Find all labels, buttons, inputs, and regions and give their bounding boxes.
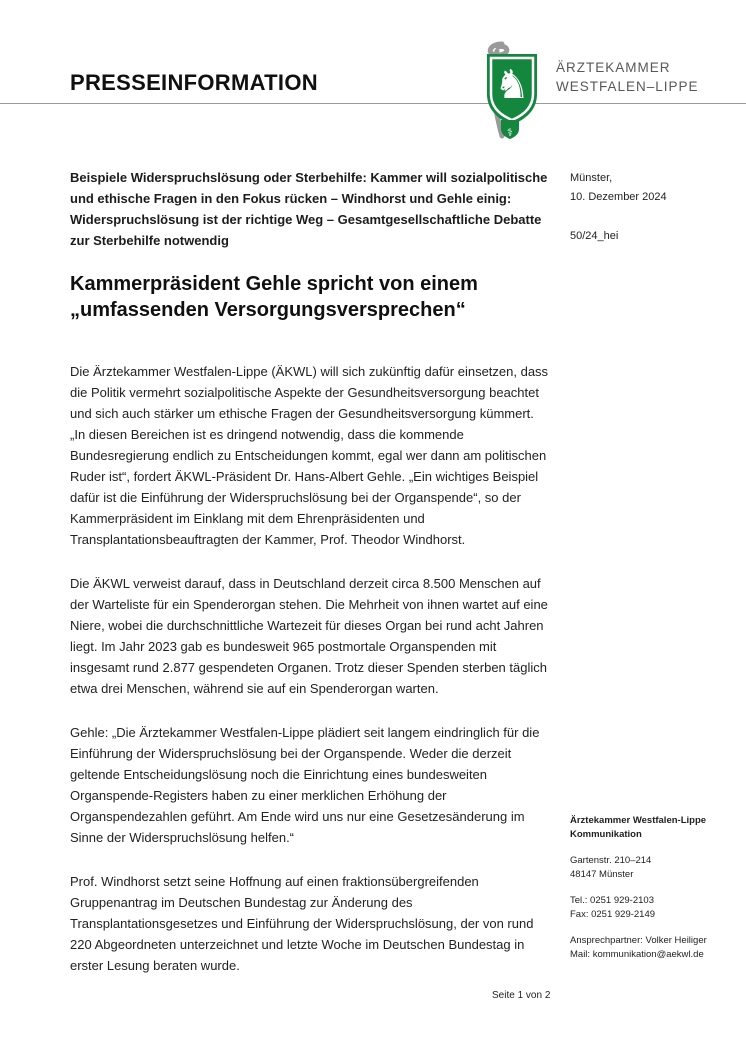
contact-street: Gartenstr. 210–214 <box>570 855 652 866</box>
body-paragraph-4: Prof. Windhorst setzt seine Hoffnung auf einen fraktionsübergreifenden Gruppenantrag im Deutschen Bundestag zur Änderung des Transplantationsgesetzes und Einführung der Widerspruchslösung, der von rund 220 Abgeordneten unterzeichnet und letzte Woche im Deutschen Bundestag in erster Lesung beraten wurde. <box>70 874 534 973</box>
org-name-line1: ÄRZTEKAMMER <box>556 60 671 75</box>
contact-person: Ansprechpartner: Volker Heiliger <box>570 935 707 946</box>
doc-type-label: PRESSEINFORMATION <box>70 70 318 95</box>
body-paragraph-3: Gehle: „Die Ärztekammer Westfalen-Lippe plädiert seit langem eindringlich für die Einführung der Widerspruchslösung bei der Organspende. Weder die derzeit geltende Entscheidungslösung noch die Einrichtung eines bundesweiten Organspende-Registers haben zu einer merklichen Erhöhung der Organspendezahlen geführt. Am Ende wird uns nur eine Gesetzesänderung im Sinne der Widerspruchslösung helfen.“ <box>70 725 540 845</box>
org-name-line2: WESTFALEN–LIPPE <box>556 79 699 94</box>
header-divider <box>0 103 746 104</box>
contact-city: 48147 Münster <box>570 869 634 880</box>
contact-phone: Tel.: 0251 929-2103 <box>570 895 654 906</box>
contact-email: Mail: kommunikation@aekwl.de <box>570 949 704 960</box>
reference-number: 50/24_hei <box>570 230 619 242</box>
headline: Kammerpräsident Gehle spricht von einem „umfassenden Versorgungsversprechen“ <box>70 273 478 321</box>
date-line: 10. Dezember 2024 <box>570 191 667 203</box>
staff-of-aesculapius-icon: ⚕ <box>507 126 513 139</box>
horse-icon: ♞ <box>494 62 530 108</box>
lead-paragraph: Beispiele Widerspruchslösung oder Sterbehilfe: Kammer will sozialpolitische und ethische Fragen in den Fokus rücken – Windhorst und Gehle einig: Widerspruchslösung ist der richtige Weg – Gesamtgesellschaftliche Debatte zur Sterbehilfe notwendig <box>70 170 548 248</box>
city-line: Münster, <box>570 172 613 184</box>
contact-block <box>570 814 732 974</box>
contact-org-line2: Kommunikation <box>570 829 642 840</box>
aekwl-logo-icon <box>466 40 550 142</box>
date-block <box>570 169 667 246</box>
page-number: Seite 1 von 2 <box>492 990 551 1001</box>
main-column <box>70 167 552 999</box>
org-name <box>556 58 699 96</box>
contact-org-line1: Ärztekammer Westfalen-Lippe <box>570 815 707 826</box>
body-paragraph-1: Die Ärztekammer Westfalen-Lippe (ÄKWL) will sich zukünftig dafür einsetzen, dass die Politik vermehrt sozialpolitische Aspekte der Gesundheitsversorgung beachtet und sich auch stärker um ethische Fragen der Gesundheitsversorgung kümmert. „In diesen Bereichen ist es dringend notwendig, dass die kommende Bundesregierung endlich zu Entscheidungen kommt, egal wer dann am politischen Ruder ist“, fordert ÄKWL-Präsident Dr. Hans-Albert Gehle. „Ein wichtiges Beispiel dafür ist die Einführung der Widerspruchslösung bei der Organspende“, so der Kammerpräsident im Einklang mit dem Ehrenpräsidenten und Transplantationsbeauftragten der Kammer, Prof. Theodor Windhorst. <box>70 364 549 547</box>
contact-fax: Fax: 0251 929-2149 <box>570 909 656 920</box>
body-paragraph-2: Die ÄKWL verweist darauf, dass in Deutschland derzeit circa 8.500 Menschen auf der Warteliste für ein Spenderorgan stehen. Die Mehrheit von ihnen wartet auf eine Niere, wobei die durchschnittliche Wartezeit für dieses Organ bei rund acht Jahren liegt. Im Jahr 2023 gab es bundesweit 965 postmortale Organspenden mit insgesamt rund 2.877 gespendeten Organen. Trotz dieser Spenden sterben täglich etwa drei Menschen, während sie auf ein Spenderorgan warten. <box>70 576 548 696</box>
